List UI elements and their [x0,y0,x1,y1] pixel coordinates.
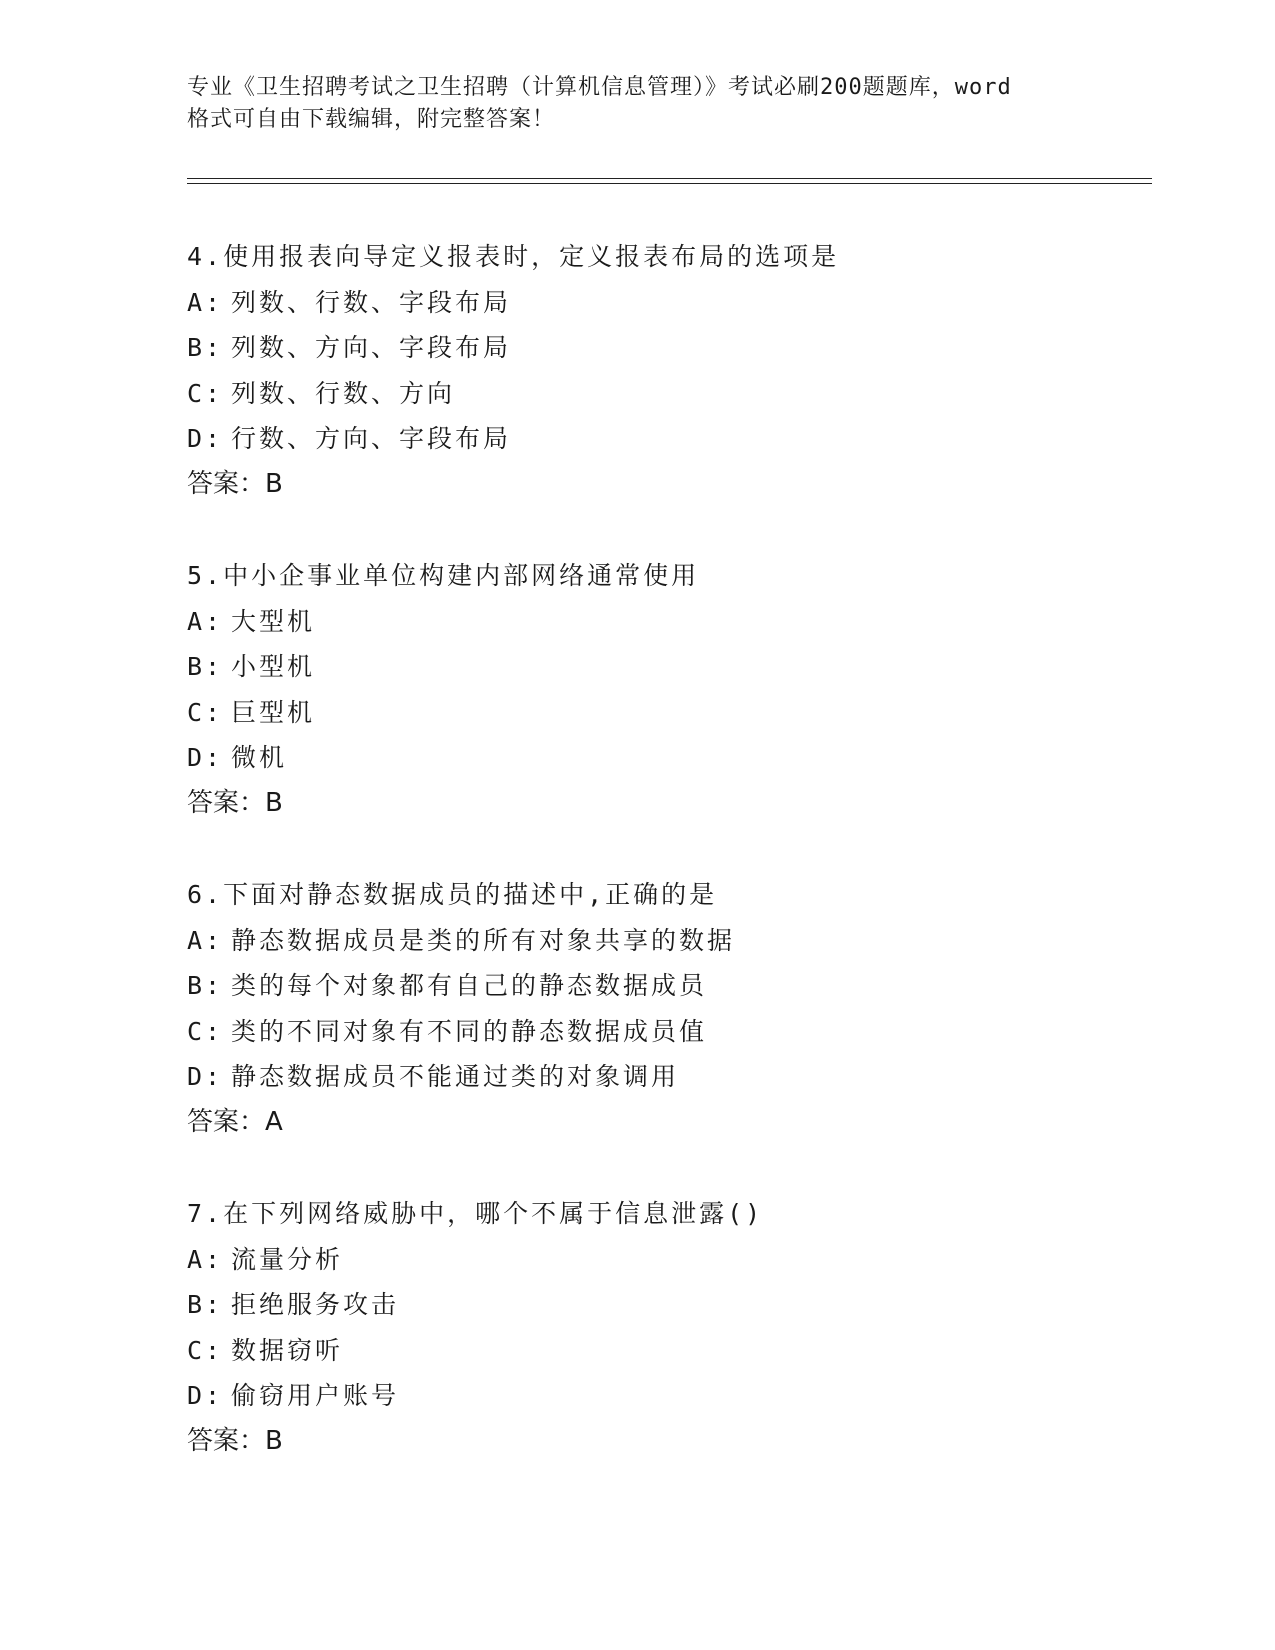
option-text: 行数、方向、字段布局 [231,424,512,453]
option-letter: C: [187,378,224,408]
question-stem: 5.中小企事业单位构建内部网络通常使用 [187,561,700,590]
option-text: 列数、方向、字段布局 [231,333,512,362]
option-letter: A: [187,925,224,955]
question-stem: 7.在下列网络威胁中，哪个不属于信息泄露() [187,1199,764,1228]
header-divider-bottom [187,183,1152,184]
option-c [187,371,1147,417]
option-letter: D: [187,1381,224,1410]
header-line-1: 专业《卫生招聘考试之卫生招聘（计算机信息管理）》考试必刷200题题库，word [187,75,1012,100]
option-text: 微机 [231,743,288,772]
document-header [187,72,1087,136]
option-text: 巨型机 [231,697,316,727]
answer-line: 答案：A [187,1106,283,1137]
question-block [187,234,1147,507]
option-letter: D: [187,1062,224,1091]
option-a [187,280,1147,326]
question-block [187,872,1147,1145]
header-divider-top [187,178,1152,179]
option-text: 小型机 [231,652,316,681]
option-letter: D: [187,743,224,772]
option-c [187,1009,1147,1055]
answer-line: 答案：B [187,468,283,499]
header-line-2: 格式可自由下载编辑，附完整答案！ [187,107,556,132]
answer-line: 答案：B [187,1425,283,1456]
option-letter: B: [187,971,224,1000]
option-a [187,1237,1147,1283]
option-text: 数据窃听 [231,1335,344,1365]
option-d [187,1054,1147,1100]
option-b [187,963,1147,1009]
question-block [187,553,1147,826]
option-text: 偷窃用户账号 [231,1381,400,1410]
option-text: 大型机 [231,606,316,636]
option-text: 列数、行数、方向 [231,378,456,408]
option-letter: B: [187,1290,224,1319]
option-d [187,1373,1147,1419]
option-d [187,416,1147,462]
option-letter: C: [187,1335,224,1365]
option-a [187,599,1147,645]
option-text: 静态数据成员不能通过类的对象调用 [231,1062,680,1091]
option-text: 类的不同对象有不同的静态数据成员值 [231,1016,708,1046]
question-stem: 6.下面对静态数据成员的描述中,正确的是 [187,880,718,909]
option-d [187,735,1147,781]
option-text: 类的每个对象都有自己的静态数据成员 [231,971,708,1000]
option-text: 列数、行数、字段布局 [231,287,512,317]
option-letter: A: [187,1244,224,1274]
option-c [187,690,1147,736]
option-letter: D: [187,424,224,453]
option-text: 流量分析 [231,1244,344,1274]
option-letter: C: [187,1016,224,1046]
option-letter: A: [187,606,224,636]
option-a [187,918,1147,964]
option-b [187,1282,1147,1328]
answer-line: 答案：B [187,787,283,818]
question-block [187,1191,1147,1464]
option-b [187,325,1147,371]
option-c [187,1328,1147,1374]
question-stem: 4.使用报表向导定义报表时，定义报表布局的选项是 [187,242,840,271]
option-text: 拒绝服务攻击 [231,1290,400,1319]
option-b [187,644,1147,690]
option-letter: B: [187,652,224,681]
option-letter: B: [187,333,224,362]
option-letter: C: [187,697,224,727]
option-text: 静态数据成员是类的所有对象共享的数据 [231,925,736,955]
option-letter: A: [187,287,224,317]
